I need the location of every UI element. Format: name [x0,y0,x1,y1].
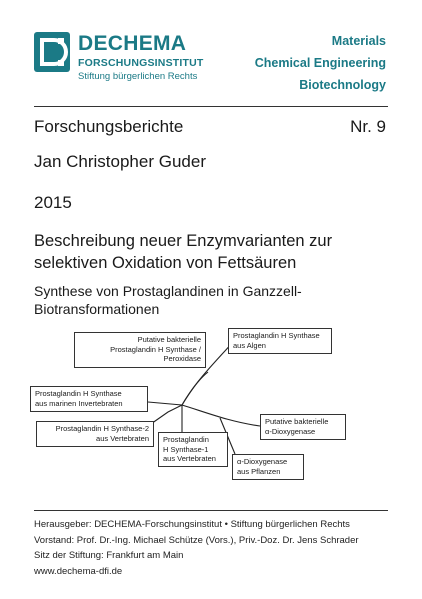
diagram-box-bacterial-dioxygenase: Putative bakterielle α-Dioxygenase [260,414,346,440]
board-line: Vorstand: Prof. Dr.-Ing. Michael Schütze (Vors.), Priv.-Doz. Dr. Jens Schrader [34,534,359,546]
discipline-item: Materials [331,34,386,48]
author: Jan Christopher Guder [34,152,206,171]
dechema-logo-icon [34,32,70,72]
dechema-logo [34,26,224,96]
year: 2015 [34,193,72,212]
discipline-item: Chemical Engineering [254,56,386,70]
diagram-box-phs2-vertebrate: Prostaglandin H Synthase-2 aus Vertebraten [36,421,154,447]
tree-branch [148,402,182,405]
discipline-item: Biotechnology [299,78,386,92]
bottom-divider [34,510,388,511]
discipline-list [255,30,386,96]
issue-number: Nr. 9 [350,117,386,136]
diagram-box-plant-dioxygenase: α-Dioxygenase aus Pflanzen [232,454,304,480]
publisher-info [34,517,359,579]
tree-branch [182,405,260,426]
top-divider [34,106,388,107]
diagram-box-bacterial-phs: Putative bakterielle Prostaglandin H Synthase / Peroxidase [74,332,206,368]
series-name: Forschungsberichte [34,117,184,136]
seat-line: Sitz der Stiftung: Frankfurt am Main [34,550,184,561]
tree-branch [182,372,208,405]
diagram-box-phs1-vertebrate: Prostaglandin H Synthase-1 aus Vertebraten [158,432,228,467]
logo-tagline: Stiftung bürgerlichen Rechts [78,71,198,82]
document-subtitle: Synthese von Prostaglandinen in Ganzzell-Biotransformationen [34,283,302,317]
document-title: Beschreibung neuer Enzymvarianten zur selektiven Oxidation von Fettsäuren [34,232,333,272]
diagram-box-invertebrate-phs: Prostaglandin H Synthase aus marinen Invertebraten [30,386,148,412]
website-link[interactable]: www.dechema-dfi.de [34,565,123,577]
phylogenetic-diagram [30,322,390,497]
publisher-line: Herausgeber: DECHEMA-Forschungsinstitut • Stiftung bürgerlichen Rechts [34,519,350,530]
logo-name: DECHEMA [78,32,187,55]
logo-subtitle: FORSCHUNGSINSTITUT [78,57,204,69]
diagram-box-algae-phs: Prostaglandin H Synthase aus Algen [228,328,332,354]
